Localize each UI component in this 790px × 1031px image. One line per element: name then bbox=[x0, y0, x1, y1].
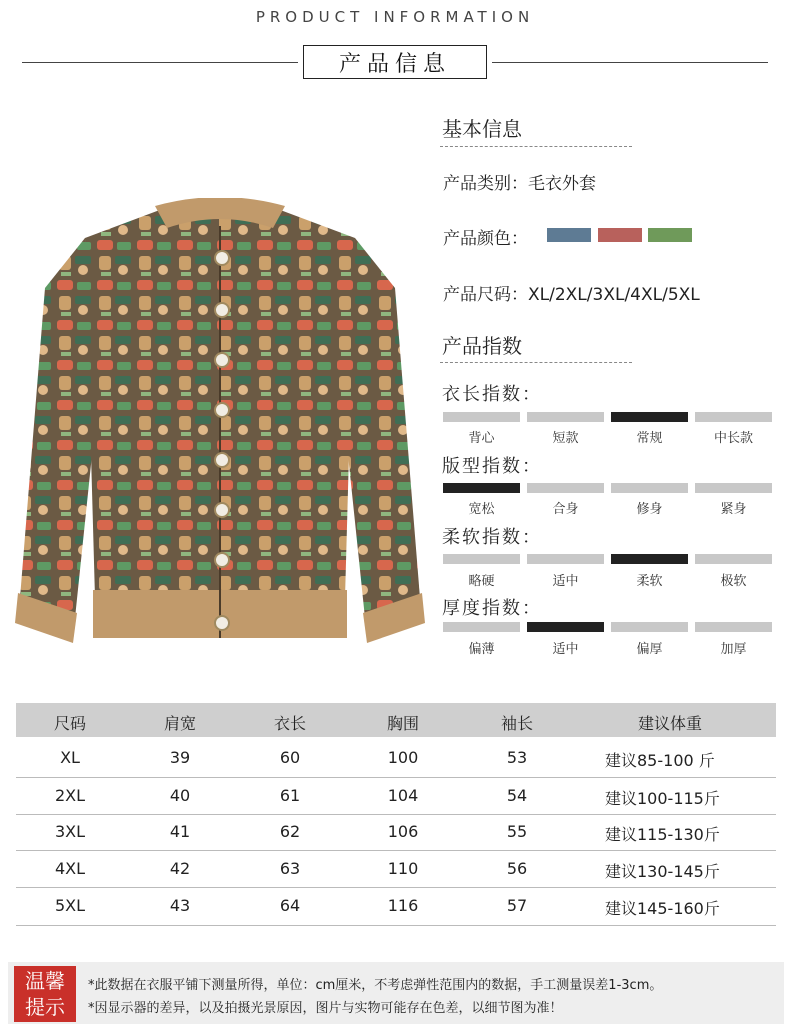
row-divider bbox=[16, 777, 776, 778]
index-option-label: 背心 bbox=[468, 431, 495, 446]
row-divider bbox=[16, 925, 776, 926]
thickness-index-title: 厚度指数： bbox=[442, 598, 542, 619]
table-cell: 41 bbox=[169, 822, 191, 841]
row-divider bbox=[16, 850, 776, 851]
product-index-heading: 产品指数 bbox=[442, 334, 522, 358]
index-option-label: 适中 bbox=[552, 574, 579, 589]
index-option-label: 紧身 bbox=[720, 502, 747, 517]
table-header-cell: 建议体重 bbox=[637, 714, 702, 733]
table-cell: 64 bbox=[279, 896, 301, 915]
table-header-cell: 胸围 bbox=[386, 714, 419, 733]
table-cell: 43 bbox=[169, 896, 191, 915]
table-cell: 55 bbox=[506, 822, 528, 841]
index-bar bbox=[527, 483, 604, 493]
table-cell: 4XL bbox=[54, 859, 86, 878]
index-bar bbox=[695, 483, 772, 493]
table-cell: 61 bbox=[279, 786, 301, 805]
table-header-cell: 尺码 bbox=[53, 714, 86, 733]
color-swatch-blue bbox=[547, 228, 591, 242]
index-option-label: 极软 bbox=[720, 574, 747, 589]
length-index-title: 衣长指数： bbox=[442, 384, 542, 405]
table-cell: 56 bbox=[506, 859, 528, 878]
index-bar bbox=[611, 622, 688, 632]
index-bar bbox=[695, 622, 772, 632]
table-cell: 5XL bbox=[54, 896, 86, 915]
product-category: 产品类别：毛衣外套 bbox=[443, 174, 596, 194]
color-swatch-red bbox=[598, 228, 642, 242]
index-option-label: 合身 bbox=[552, 502, 579, 517]
index-bar bbox=[443, 554, 520, 564]
index-option-label: 常规 bbox=[636, 431, 663, 446]
index-bar bbox=[695, 412, 772, 422]
index-bar bbox=[611, 554, 688, 564]
index-option-label: 柔软 bbox=[636, 574, 663, 589]
row-divider bbox=[16, 887, 776, 888]
index-option-label: 修身 bbox=[636, 502, 663, 517]
table-cell: 建议145-160斤 bbox=[605, 899, 720, 918]
table-cell: 54 bbox=[506, 786, 528, 805]
table-cell: 106 bbox=[387, 822, 419, 841]
index-bar bbox=[527, 412, 604, 422]
index-bar bbox=[527, 554, 604, 564]
notice-line-2: *因显示器的差异，以及拍摄光景原因，图片与实物可能存在色差，以细节图为准！ bbox=[88, 1001, 563, 1016]
table-cell: 42 bbox=[169, 859, 191, 878]
section-title: 产品信息 bbox=[303, 45, 487, 79]
table-cell: 53 bbox=[506, 748, 528, 767]
index-option-label: 短款 bbox=[552, 431, 579, 446]
product-index-divider bbox=[440, 362, 632, 363]
index-bar bbox=[443, 483, 520, 493]
table-cell: 建议85-100 斤 bbox=[605, 751, 715, 770]
table-header-cell: 衣长 bbox=[273, 714, 306, 733]
basic-info-divider bbox=[440, 146, 632, 147]
header-divider-right bbox=[492, 62, 768, 63]
table-cell: 57 bbox=[506, 896, 528, 915]
color-swatch-green bbox=[648, 228, 692, 242]
table-cell: XL bbox=[60, 748, 80, 767]
header-divider-left bbox=[22, 62, 298, 63]
index-option-label: 适中 bbox=[552, 642, 579, 657]
product-color-label: 产品颜色： bbox=[443, 229, 528, 249]
table-cell: 110 bbox=[387, 859, 419, 878]
product-image bbox=[15, 198, 425, 648]
table-header-cell: 袖长 bbox=[500, 714, 533, 733]
table-cell: 建议130-145斤 bbox=[605, 862, 720, 881]
index-option-label: 加厚 bbox=[720, 642, 747, 657]
table-cell: 2XL bbox=[54, 786, 86, 805]
index-bar bbox=[695, 554, 772, 564]
index-option-label: 偏薄 bbox=[468, 642, 495, 657]
fit-index-title: 版型指数： bbox=[442, 456, 542, 477]
table-cell: 100 bbox=[387, 748, 419, 767]
table-cell: 建议100-115斤 bbox=[605, 789, 720, 808]
english-title: PRODUCT INFORMATION bbox=[255, 8, 535, 26]
table-cell: 104 bbox=[387, 786, 419, 805]
index-option-label: 偏厚 bbox=[636, 642, 663, 657]
index-option-label: 宽松 bbox=[468, 502, 495, 517]
index-bar bbox=[611, 412, 688, 422]
table-cell: 116 bbox=[387, 896, 419, 915]
notice-badge-line1: 温馨 bbox=[25, 969, 65, 993]
table-cell: 63 bbox=[279, 859, 301, 878]
row-divider bbox=[16, 814, 776, 815]
softness-index-title: 柔软指数： bbox=[442, 527, 542, 548]
table-header-cell: 肩宽 bbox=[163, 714, 196, 733]
table-cell: 39 bbox=[169, 748, 191, 767]
index-bar bbox=[443, 622, 520, 632]
table-cell: 62 bbox=[279, 822, 301, 841]
table-cell: 40 bbox=[169, 786, 191, 805]
index-option-label: 略硬 bbox=[468, 574, 495, 589]
table-cell: 60 bbox=[279, 748, 301, 767]
notice-line-1: *此数据在衣服平铺下测量所得，单位：cm厘米，不考虑弹性范围内的数据，手工测量误差1-3cm。 bbox=[88, 978, 663, 993]
index-bar bbox=[443, 412, 520, 422]
index-bar bbox=[611, 483, 688, 493]
index-bar bbox=[527, 622, 604, 632]
notice-badge bbox=[14, 966, 76, 1022]
table-cell: 3XL bbox=[54, 822, 86, 841]
product-sizes: 产品尺码：XL/2XL/3XL/4XL/5XL bbox=[443, 285, 700, 305]
notice-badge-line2: 提示 bbox=[25, 995, 65, 1019]
index-option-label: 中长款 bbox=[713, 431, 753, 446]
basic-info-heading: 基本信息 bbox=[442, 117, 522, 141]
table-cell: 建议115-130斤 bbox=[605, 825, 720, 844]
